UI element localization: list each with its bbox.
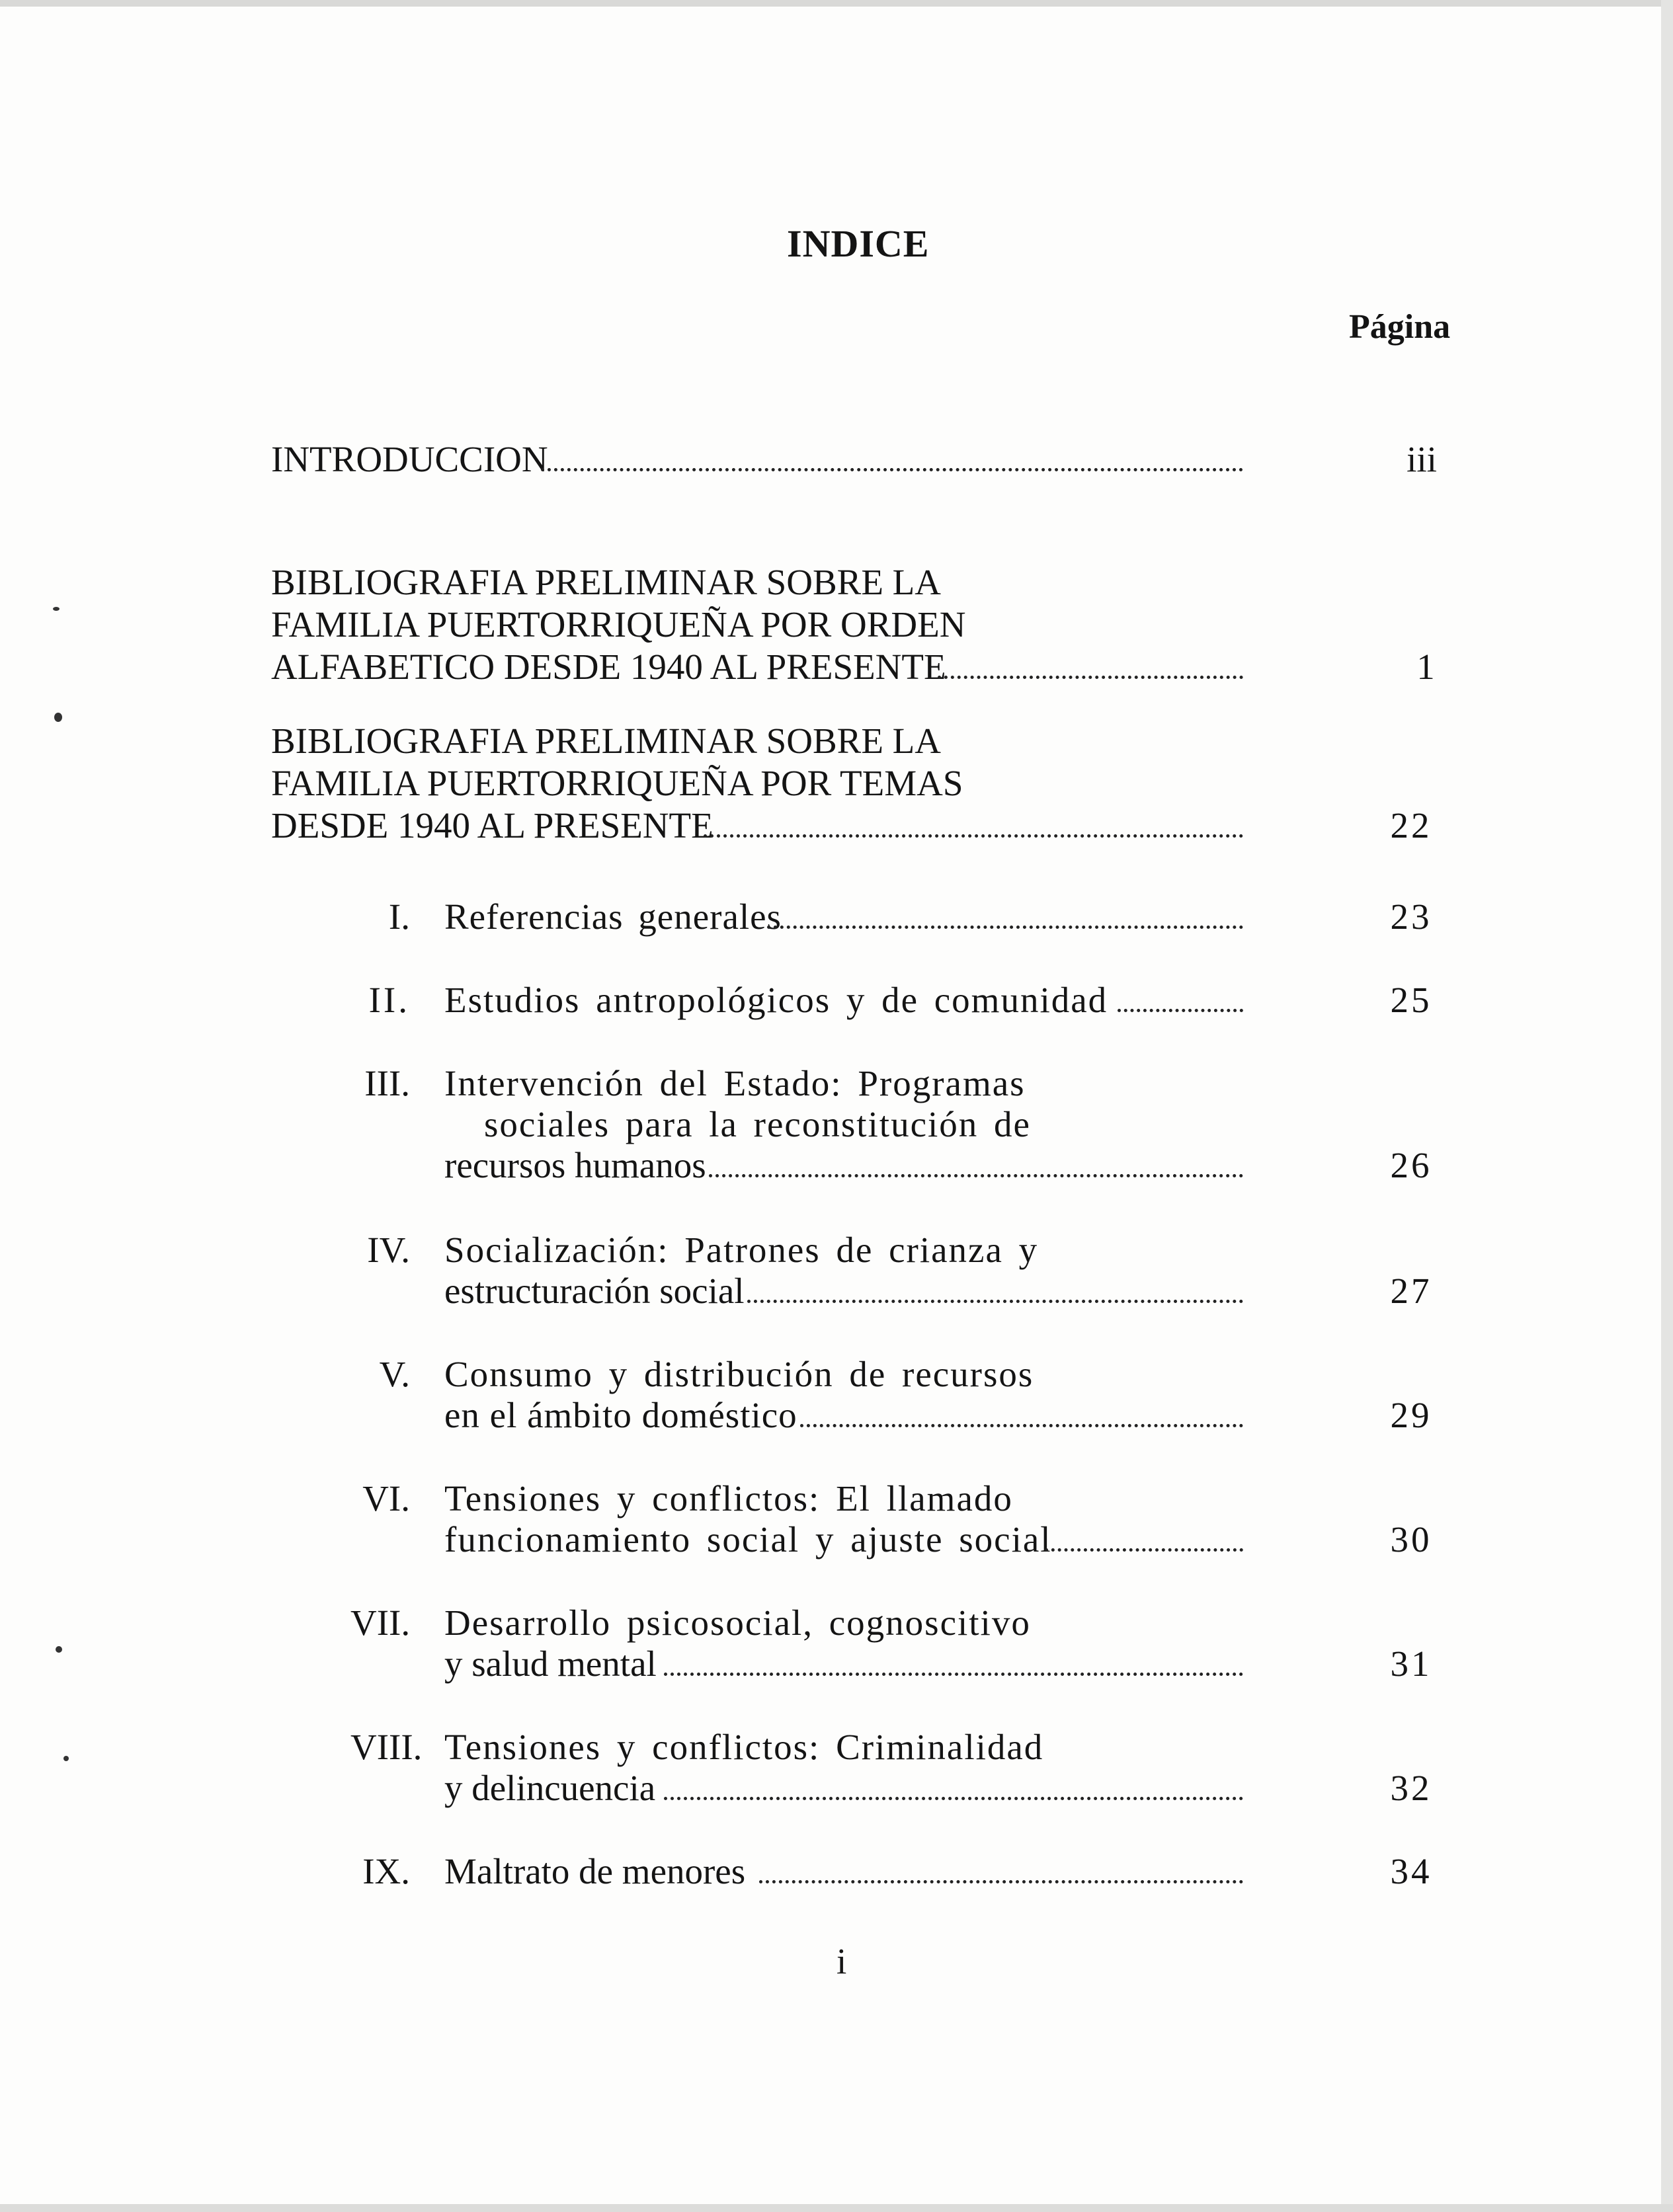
- toc-entry-bibliografia-alfabetico: ALFABETICO DESDE 1940 AL PRESENTE: [271, 647, 946, 687]
- scan-speck: [54, 713, 62, 722]
- toc-page-number: 31: [1390, 1643, 1432, 1684]
- scan-edge-right: [1661, 0, 1673, 2212]
- toc-leader: [938, 676, 1243, 679]
- section-numeral: I.: [388, 896, 410, 937]
- section-numeral: IX.: [362, 1851, 410, 1891]
- toc-entry-bibliografia-temas: DESDE 1940 AL PRESENTE: [271, 805, 714, 846]
- section-title: y salud mental: [444, 1643, 657, 1684]
- toc-page-number: 26: [1390, 1145, 1432, 1185]
- toc-page-number: iii: [1407, 439, 1437, 479]
- section-numeral: V.: [379, 1354, 410, 1394]
- section-title: Referencias generales: [444, 896, 782, 937]
- toc-entry-bibliografia-temas: FAMILIA PUERTORRIQUEÑA POR TEMAS: [271, 763, 963, 803]
- section-title: sociales para la reconstitución de: [484, 1104, 1031, 1144]
- toc-leader: [704, 834, 1243, 838]
- scan-speck: [53, 607, 60, 611]
- toc-entry-introduccion: INTRODUCCION: [271, 439, 548, 479]
- toc-leader: [767, 926, 1243, 929]
- section-title: Tensiones y conflictos: Criminalidad: [444, 1727, 1044, 1767]
- section-title: funcionamiento social y ajuste social: [444, 1519, 1052, 1560]
- section-numeral: II.: [368, 980, 410, 1020]
- page-number-footer: i: [836, 1941, 847, 1981]
- section-title: Intervención del Estado: Programas: [444, 1063, 1026, 1103]
- scan-edge-top: [0, 0, 1673, 7]
- toc-page-number: 30: [1390, 1519, 1432, 1560]
- section-numeral: III.: [364, 1063, 410, 1103]
- toc-leader: [664, 1797, 1243, 1800]
- toc-leader: [1045, 1548, 1243, 1552]
- scan-speck: [63, 1756, 69, 1761]
- toc-leader: [800, 1424, 1243, 1427]
- toc-entry-bibliografia-alfabetico: FAMILIA PUERTORRIQUEÑA POR ORDEN: [271, 604, 966, 645]
- scan-speck: [56, 1646, 62, 1653]
- section-title: Socialización: Patrones de crianza y: [444, 1230, 1039, 1270]
- toc-entry-bibliografia-alfabetico: BIBLIOGRAFIA PRELIMINAR SOBRE LA: [271, 562, 941, 602]
- toc-page-number: 29: [1390, 1395, 1432, 1435]
- toc-page-number: 23: [1390, 896, 1432, 937]
- toc-leader: [664, 1673, 1243, 1676]
- section-title: Tensiones y conflictos: El llamado: [444, 1478, 1013, 1519]
- toc-page-number: 25: [1390, 980, 1432, 1020]
- page-title: INDICE: [787, 222, 930, 265]
- section-numeral: VI.: [362, 1478, 410, 1519]
- toc-leader: [709, 1174, 1243, 1177]
- section-title: Consumo y distribución de recursos: [444, 1354, 1034, 1394]
- toc-leader: [1118, 1009, 1243, 1012]
- section-numeral: IV.: [367, 1230, 410, 1270]
- section-title: recursos humanos: [444, 1145, 706, 1185]
- toc-leader: [759, 1880, 1243, 1883]
- toc-page-number: 22: [1390, 805, 1432, 846]
- section-title: y delincuencia: [444, 1768, 656, 1808]
- toc-page-number: 34: [1390, 1851, 1432, 1891]
- section-title: Maltrato de menores: [444, 1851, 746, 1891]
- toc-entry-bibliografia-temas: BIBLIOGRAFIA PRELIMINAR SOBRE LA: [271, 721, 941, 761]
- section-title: Estudios antropológicos y de comunidad: [444, 980, 1108, 1020]
- toc-leader: [747, 1300, 1243, 1303]
- scan-edge-bottom: [0, 2204, 1673, 2212]
- toc-page-number: 32: [1390, 1768, 1432, 1808]
- section-title: en el ámbito doméstico: [444, 1395, 797, 1435]
- toc-page-number: 27: [1390, 1271, 1432, 1311]
- section-title: Desarrollo psicosocial, cognoscitivo: [444, 1602, 1031, 1643]
- toc-leader: [541, 468, 1243, 471]
- section-title: estructuración social: [444, 1271, 745, 1311]
- toc-page-number: 1: [1416, 647, 1438, 687]
- section-numeral: VII.: [350, 1602, 411, 1643]
- page-column-header: Página: [1349, 308, 1451, 346]
- section-numeral: VIII.: [350, 1727, 423, 1767]
